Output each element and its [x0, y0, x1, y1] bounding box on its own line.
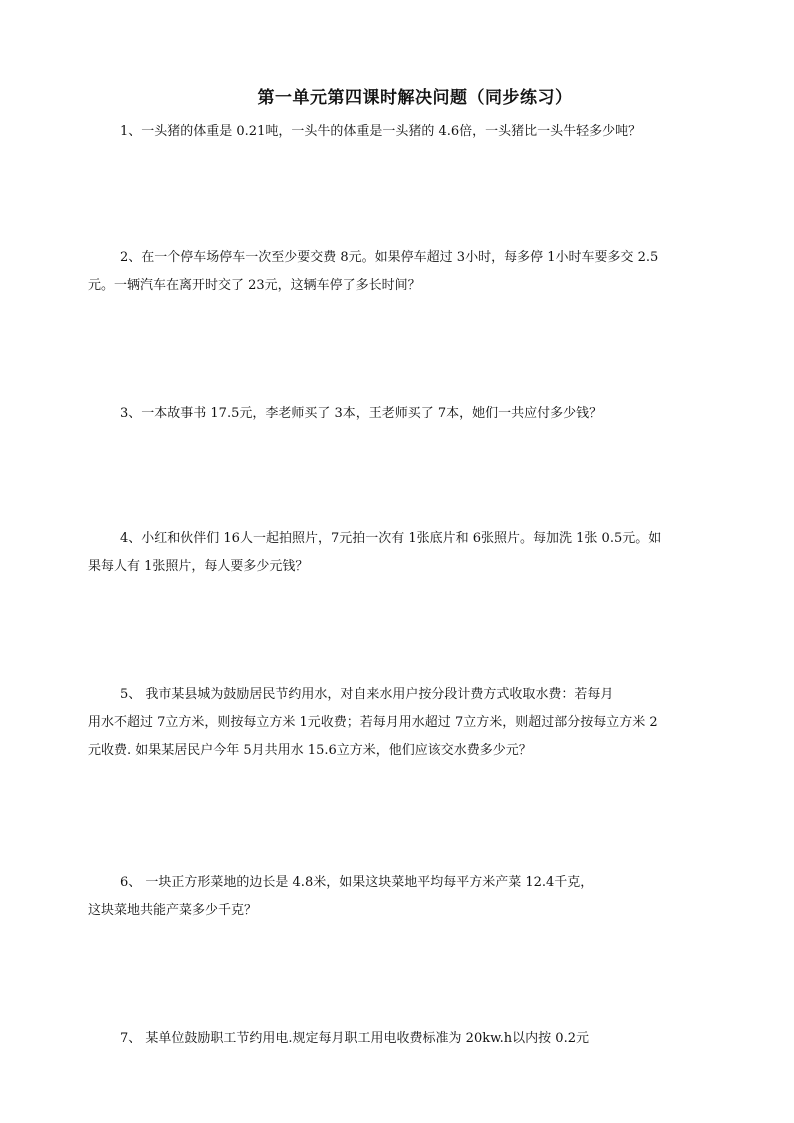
question-2-line-1: 2、在一个停车场停车一次至少要交费 8元。如果停车超过 3小时，每多停 1小时车要多交 2.5 — [120, 250, 659, 265]
question-7 — [88, 1025, 712, 1053]
question-4 — [88, 525, 712, 581]
question-6-line-1: 6、 一块正方形菜地的边长是 4.8米，如果这块菜地平均每平方米产菜 12.4千克， — [120, 875, 594, 890]
question-3 — [88, 400, 712, 428]
question-6-line-2: 这块菜地共能产菜多少千克？ — [88, 903, 258, 918]
question-5 — [88, 681, 712, 765]
question-1-line-1: 1、一头猪的体重是 0.21吨，一头牛的体重是一头猪的 4.6倍，一头猪比一头牛轻多少吨？ — [120, 124, 642, 139]
question-7-line-1: 7、 某单位鼓励职工节约用电.规定每月职工用电收费标准为 20kw.h以内按 0.2元 — [120, 1031, 589, 1046]
question-4-line-2: 果每人有 1张照片，每人要多少元钱？ — [88, 559, 309, 574]
page-title: 第一单元第四课时解决问题（同步练习） — [257, 88, 573, 108]
question-5-line-1: 5、 我市某县城为鼓励居民节约用水，对自来水用户按分段计费方式收取水费：若每月 — [120, 687, 614, 702]
question-4-line-1: 4、小红和伙伴们 16人一起拍照片，7元拍一次有 1张底片和 6张照片。每加洗 1张 0.5元。如 — [120, 531, 662, 546]
question-1 — [88, 118, 712, 146]
question-6 — [88, 869, 712, 925]
question-5-line-2: 用水不超过 7立方米，则按每立方米 1元收费；若每月用水超过 7立方米，则超过部分按每立方米 2 — [88, 715, 658, 730]
question-2 — [88, 244, 712, 300]
question-3-line-1: 3、一本故事书 17.5元，李老师买了 3本，王老师买了 7本，她们一共应付多少钱？ — [120, 406, 603, 421]
question-5-line-3: 元收费. 如果某居民户今年 5月共用水 15.6立方米，他们应该交水费多少元？ — [88, 743, 532, 758]
question-2-line-2: 元。一辆汽车在离开时交了 23元，这辆车停了多长时间？ — [88, 278, 421, 293]
